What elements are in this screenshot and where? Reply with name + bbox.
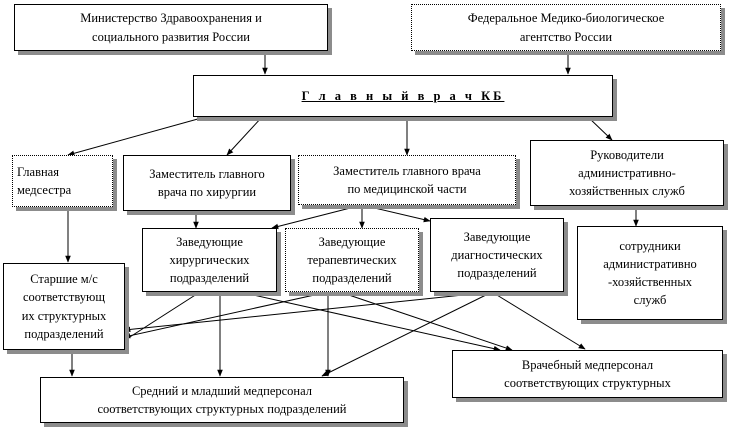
box-admin-heads: Руководители административно- хозяйственных служб	[530, 140, 724, 206]
box-senior-nurses: Старшие м/с соответствующ их структурных подразделений	[3, 263, 125, 350]
box-mid-staff: Средний и младший медперсонал соответствующих структурных подразделений	[40, 377, 404, 423]
box-surgical-heads: Заведующие хирургических подразделений	[142, 228, 277, 292]
arrow-chief-deputy-surgery	[227, 117, 262, 155]
box-deputy-surgery: Заместитель главного врача по хирургии	[123, 155, 291, 211]
arrow-therapeutic-doctors	[340, 292, 512, 350]
box-head-nurse: Главная медсестра	[12, 155, 113, 207]
box-doctors: Врачебный медперсонал соответствующих структурных	[452, 350, 723, 398]
box-therapeutic-heads: Заведующие терапевтических подразделений	[285, 228, 419, 292]
arrow-chief-admin	[588, 117, 612, 140]
box-ministry: Министерство Здравоохранения и социального развития России	[14, 4, 328, 51]
box-admin-staff: сотрудники административно -хозяйственных служб	[577, 226, 723, 320]
box-deputy-medical: Заместитель главного врача по медицинской части	[298, 155, 516, 205]
arrow-surgical-doctors	[240, 292, 500, 350]
arrow-chief-headnurse	[68, 117, 205, 155]
arrow-diagnostic-doctors	[492, 292, 585, 349]
box-chief-physician: Г л а в н ы й в р а ч КБ	[193, 75, 613, 117]
box-diagnostic-heads: Заведующие диагностических подразделений	[430, 218, 564, 292]
box-fmba: Федеральное Медико-биологическое агентство России	[411, 4, 721, 51]
arrow-therapeutic-senior	[124, 292, 328, 337]
arrow-medical-diagnostic	[362, 205, 430, 221]
